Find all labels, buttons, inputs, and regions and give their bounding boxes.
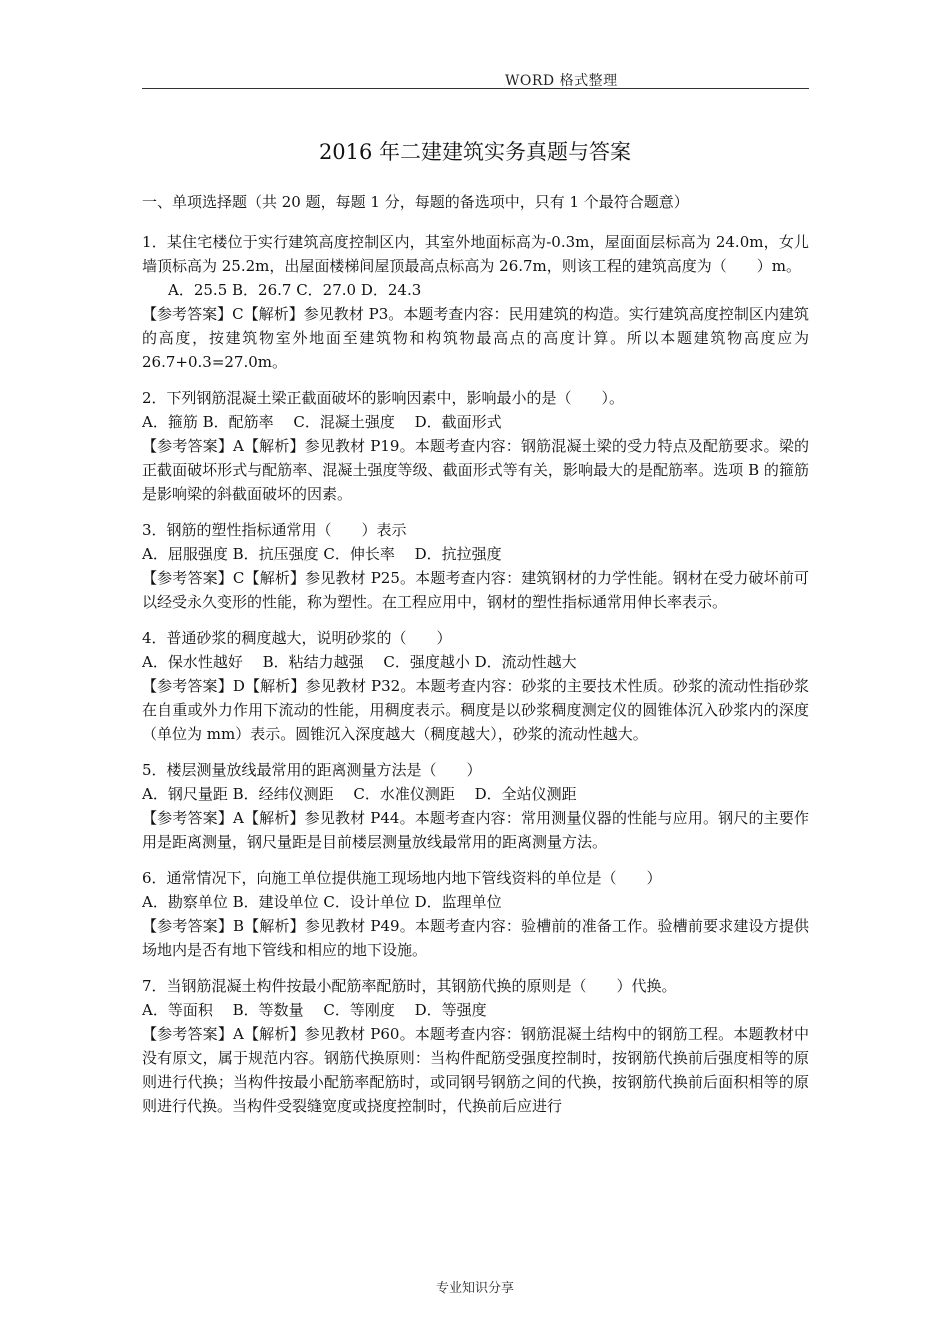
question-stem: 2．下列钢筋混凝土梁正截面破坏的影响因素中，影响最小的是（ ）。: [142, 389, 625, 407]
question-stem: 5．楼层测量放线最常用的距离测量方法是（ ）: [142, 761, 482, 779]
question-options: A．等面积 B．等数量 C．等刚度 D．等强度: [142, 1001, 487, 1019]
question-answer: 【参考答案】A【解析】参见教材 P44。本题考查内容：常用测量仪器的性能与应用。钢尺的主要作用是距离测量，钢尺量距是目前楼层测量放线最常用的距离测量方法。: [142, 809, 809, 851]
question-1: [142, 230, 809, 374]
page-footer: 专业知识分享: [435, 1281, 514, 1296]
question-answer: 【参考答案】C【解析】参见教材 P3。本题考查内容：民用建筑的构造。实行建筑高度控制区内建筑的高度，按建筑物室外地面至建筑物和构筑物最高点的高度计算。所以本题建筑物高度应为 26.7+0.3=27.0m。: [142, 305, 809, 371]
header-divider: [142, 88, 809, 89]
question-stem: 1．某住宅楼位于实行建筑高度控制区内，其室外地面标高为-0.3m，屋面面层标高为 24.0m，女儿墙顶标高为 25.2m，出屋面楼梯间屋顶最高点标高为 26.7m，则该工程的建筑高度为（ ）m。: [142, 233, 809, 275]
question-answer: 【参考答案】A【解析】参见教材 P60。本题考查内容：钢筋混凝土结构中的钢筋工程。本题教材中没有原文，属于规范内容。钢筋代换原则：当构件配筋受强度控制时，按钢筋代换前后强度相等的原则进行代换；当构件按最小配筋率配筋时，或同钢号钢筋之间的代换，按钢筋代换前后面积相等的原则进行代换。当构件受裂缝宽度或挠度控制时，代换前后应进行: [142, 1025, 809, 1115]
page-header: WORD 格式整理: [505, 73, 618, 89]
question-options: A．25.5 B．26.7 C．27.0 D．24.3: [168, 281, 422, 299]
question-2: [142, 386, 809, 506]
question-5: [142, 758, 809, 854]
question-answer: 【参考答案】A【解析】参见教材 P19。本题考查内容：钢筋混凝土梁的受力特点及配筋要求。梁的正截面破坏形式与配筋率、混凝土强度等级、截面形式等有关，影响最大的是配筋率。选项 B 的箍筋是影响梁的斜截面破坏的因素。: [142, 437, 809, 503]
question-stem: 6．通常情况下，向施工单位提供施工现场地内地下管线资料的单位是（ ）: [142, 869, 662, 887]
question-stem: 3．钢筋的塑性指标通常用（ ）表示: [142, 521, 407, 539]
question-answer: 【参考答案】B【解析】参见教材 P49。本题考查内容：验槽前的准备工作。验槽前要求建设方提供场地内是否有地下管线和相应的地下设施。: [142, 917, 809, 959]
question-4: [142, 626, 809, 746]
section-intro: 一、单项选择题（共 20 题，每题 1 分，每题的备选项中，只有 1 个最符合题意）: [142, 193, 689, 211]
document-body: [142, 190, 809, 1130]
question-options: A．勘察单位 B．建设单位 C．设计单位 D．监理单位: [142, 893, 502, 911]
question-stem: 7．当钢筋混凝土构件按最小配筋率配筋时，其钢筋代换的原则是（ ）代换。: [142, 977, 677, 995]
page-title: 2016 年二建建筑实务真题与答案: [318, 140, 632, 164]
question-6: [142, 866, 809, 962]
question-stem: 4．普通砂浆的稠度越大，说明砂浆的（ ）: [142, 629, 452, 647]
question-options: A．钢尺量距 B．经纬仪测距 C．水准仪测距 D．全站仪测距: [142, 785, 577, 803]
question-options: A．保水性越好 B．粘结力越强 C．强度越小 D．流动性越大: [142, 653, 577, 671]
question-3: [142, 518, 809, 614]
question-answer: 【参考答案】D【解析】参见教材 P32。本题考查内容：砂浆的主要技术性质。砂浆的流动性指砂浆在自重或外力作用下流动的性能，用稠度表示。稠度是以砂浆稠度测定仪的圆锥体沉入砂浆内的深度（单位为 mm）表示。圆锥沉入深度越大（稠度越大），砂浆的流动性越大。: [142, 677, 809, 743]
question-7: [142, 974, 809, 1118]
question-options: A．屈服强度 B．抗压强度 C．伸长率 D．抗拉强度: [142, 545, 502, 563]
question-options: A．箍筋 B．配筋率 C．混凝土强度 D．截面形式: [142, 413, 502, 431]
question-answer: 【参考答案】C【解析】参见教材 P25。本题考查内容：建筑钢材的力学性能。钢材在受力破坏前可以经受永久变形的性能，称为塑性。在工程应用中，钢材的塑性指标通常用伸长率表示。: [142, 569, 809, 611]
